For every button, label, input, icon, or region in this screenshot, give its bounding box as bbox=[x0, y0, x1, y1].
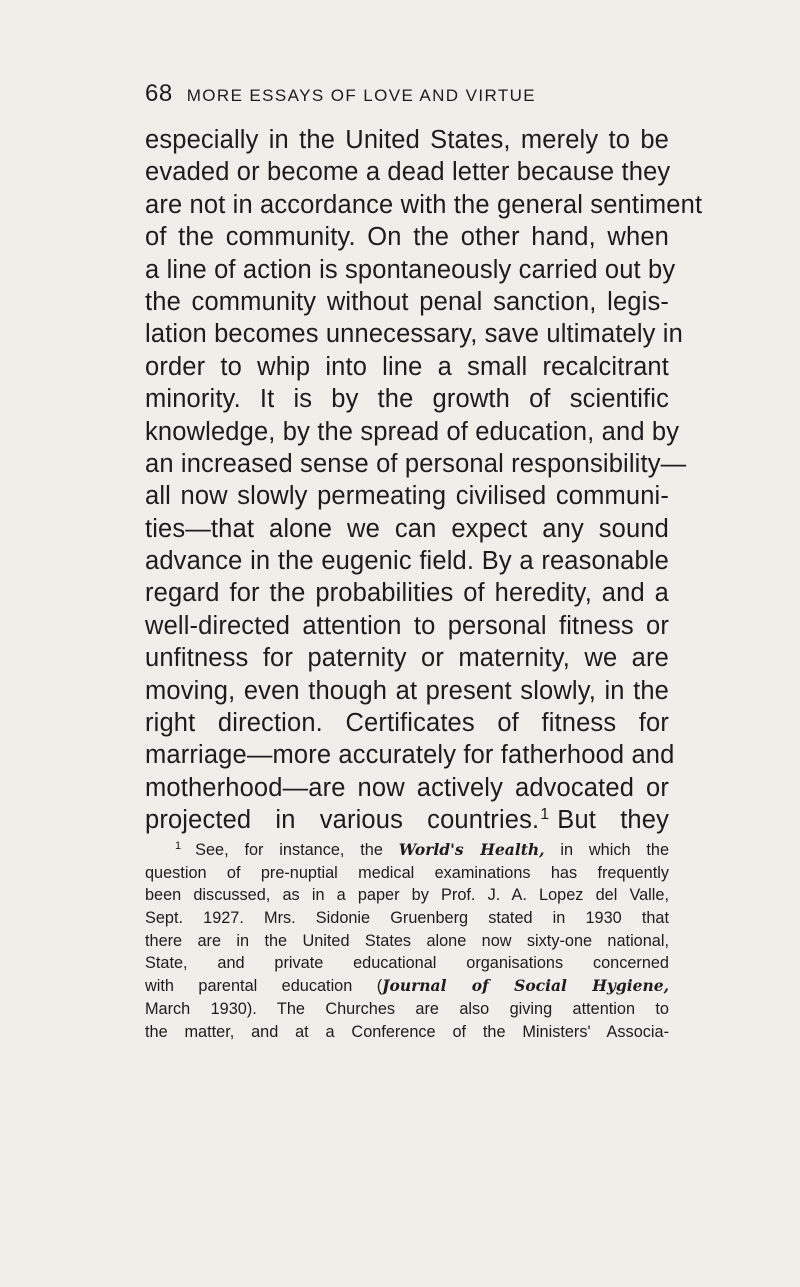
running-head bbox=[145, 80, 665, 114]
footnote-line: State, and private educational organisations concerned bbox=[145, 954, 669, 973]
body-line: advance in the eugenic field. By a reasonable bbox=[145, 547, 669, 576]
body-line: lation becomes unnecessary, save ultimately in bbox=[145, 320, 683, 349]
running-title: MORE ESSAYS OF LOVE AND VIRTUE bbox=[186, 86, 537, 105]
footnote bbox=[145, 839, 669, 1043]
body-line: especially in the United States, merely to be bbox=[145, 126, 669, 154]
body-line: an increased sense of personal responsibility— bbox=[145, 449, 687, 478]
body-line: right direction. Certificates of fitness for bbox=[145, 709, 669, 738]
footnote-text: in which the bbox=[560, 841, 669, 859]
body-line: ties—that alone we can expect any sound bbox=[145, 514, 669, 543]
publication-title: World's Health, bbox=[398, 840, 545, 859]
body-line: motherhood—are now actively advocated or bbox=[145, 773, 669, 802]
footnote-line: there are in the United States alone now sixty-one national, bbox=[145, 931, 669, 950]
page-number: 68 bbox=[145, 80, 173, 107]
body-text-fragment: But they bbox=[557, 806, 669, 835]
footnote-line: March 1930). The Churches are also giving attention to bbox=[145, 999, 669, 1018]
body-line: knowledge, by the spread of education, and by bbox=[145, 417, 680, 446]
body-line: the community without penal sanction, legis- bbox=[145, 287, 669, 316]
footnote-text: with parental education ( bbox=[145, 977, 383, 996]
body-line: minority. It is by the growth of scientific bbox=[145, 385, 669, 414]
body-line: unfitness for paternity or maternity, we are bbox=[145, 644, 669, 673]
footnote-mark: 1 bbox=[175, 840, 182, 852]
body-line: are not in accordance with the general sentiment bbox=[145, 190, 703, 219]
footnote-line: question of pre-nuptial medical examinations has frequently bbox=[145, 863, 669, 882]
body-line: marriage—more accurately for fatherhood and bbox=[145, 741, 675, 770]
footnote-line bbox=[145, 975, 669, 998]
body-line: regard for the probabilities of heredity, and a bbox=[145, 579, 669, 608]
footnote-line: been discussed, as in a paper by Prof. J. A. Lopez del Valle, bbox=[145, 886, 669, 905]
body-line: moving, even though at present slowly, in the bbox=[145, 676, 669, 705]
body-line: evaded or become a dead letter because they bbox=[145, 158, 671, 187]
footnote-line bbox=[145, 839, 669, 862]
body-line: of the community. On the other hand, when bbox=[145, 223, 669, 252]
footnote-reference[interactable]: 1 bbox=[540, 806, 550, 824]
body-line: well-directed attention to personal fitness or bbox=[145, 611, 669, 640]
body-line-last bbox=[145, 804, 669, 836]
body-text-fragment: projected in various countries. bbox=[145, 806, 540, 835]
body-line: a line of action is spontaneously carried out by bbox=[145, 255, 676, 284]
body-line: order to whip into line a small recalcitrant bbox=[145, 352, 669, 381]
body-text bbox=[145, 124, 703, 837]
footnote-line: the matter, and at a Conference of the Ministers' Associa- bbox=[145, 1022, 669, 1041]
footnote-text: See, for instance, the bbox=[195, 841, 383, 859]
body-line: all now slowly permeating civilised communi- bbox=[145, 482, 669, 511]
publication-title: Journal of Social Hygiene, bbox=[382, 976, 669, 996]
footnote-line: Sept. 1927. Mrs. Sidonie Gruenberg stated in 1930 that bbox=[145, 909, 669, 928]
